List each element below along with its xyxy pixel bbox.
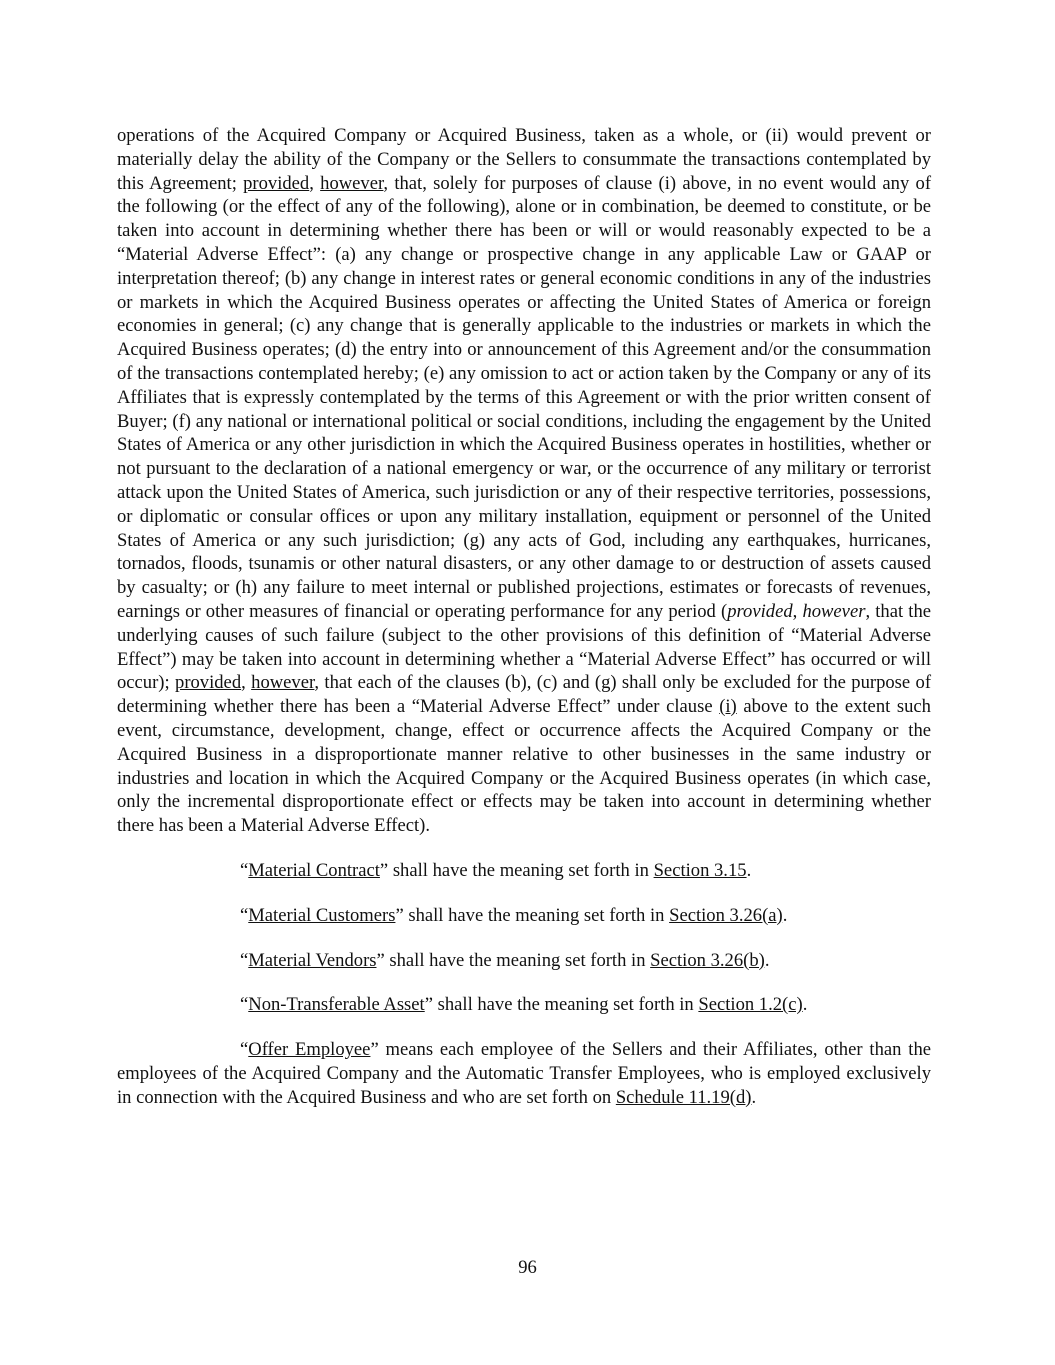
text-run: , that each of the clauses (b), (c) and (g) shall only be excluded for the purpose of determining whether there has been a “Material Adverse Effect” under clause bbox=[117, 672, 932, 718]
text-run: operations of the Acquired Company or Acquired Business, taken as a whole, or (ii) would prevent or materially delay the ability of the Company or the Sellers to consummate the transactions contemplated by this Agreement; bbox=[117, 125, 931, 194]
definition-text: ” shall have the meaning set forth in bbox=[379, 859, 654, 881]
definition-text: ” means each employee of the Sellers and their Affiliates, other than the employees of the Acquired Company and the Automatic Transfer Employees, who is employed exclusively in connection with the Acquired Business and who are set forth on bbox=[117, 1039, 931, 1108]
open-quote: “ bbox=[240, 994, 249, 1016]
definition-non-transferable-asset bbox=[117, 993, 931, 1017]
section-reference: Section 3.26(b) bbox=[650, 949, 765, 971]
material-adverse-effect-paragraph bbox=[117, 124, 931, 838]
definition-text: ” shall have the meaning set forth in bbox=[424, 994, 699, 1016]
text-run: , that, solely for purposes of clause (i) above, in no event would any of the following (or the effect of any of the following), alone or in combination, be deemed to constitute, or be taken into account in determining whether there has been or will or would reasonably expected to be a “Material Adverse Effect”: (a) any change or prospective change in any applicable Law or GAAP or interpretation thereof; (b) any change in interest rates or general economic conditions in any of the industries or markets in which the Acquired Business operates or affecting the United States of America or foreign economies in general; (c) any change that is generally applicable to the industries or markets in which the Acquired Business operates; (d) the entry into or announcement of this Agreement and/or the consummation of the transactions contemplated hereby; (e) any omission to act or action taken by the Company or any of its Affiliates that is expressly contemplated by the terms of this Agreement or with the prior written consent of Buyer; (f) any national or international political or social conditions, including the engagement by the United States of America or any other jurisdiction in which the Acquired Business operates in hostilities, whether or not pursuant to the declaration of a national emergency or war, or the occurrence of any military or terrorist attack upon the United States of America, such jurisdiction or any of their respective territories, possessions, or diplomatic or consular offices or upon any military installation, equipment or personnel of the United States of America or any such jurisdiction; (g) any acts of God, including any earthquakes, hurricanes, tornados, floods, tsunamis or other natural disasters, or any other damage to or destruction of assets caused by casualty; or (h) any failure to meet internal or published projections, estimates or forecasts of revenues, earnings or other measures of financial or operating performance for any period ( bbox=[117, 172, 932, 622]
defined-term: Material Vendors bbox=[248, 949, 377, 971]
text-run: , bbox=[309, 172, 321, 194]
defined-term: Material Customers bbox=[248, 904, 396, 926]
provided-term: provided bbox=[243, 172, 310, 194]
document-page bbox=[117, 124, 931, 1109]
definition-material-vendors bbox=[117, 949, 931, 973]
however-italic: however bbox=[802, 600, 866, 622]
schedule-reference: Schedule 11.19(d) bbox=[615, 1086, 752, 1108]
period: . bbox=[782, 904, 788, 926]
open-quote: “ bbox=[240, 1039, 249, 1061]
definition-material-contract bbox=[117, 859, 931, 883]
defined-term: Non-Transferable Asset bbox=[248, 994, 425, 1016]
however-term: however bbox=[251, 672, 315, 694]
text-run: , that the underlying causes of such failure (subject to the other provisions of this definition of “Material Adverse Effect”) may be taken into account in determining whether a “Material Adverse Effect” has occurred or will occur); bbox=[117, 600, 932, 694]
section-reference: Section 1.2(c) bbox=[698, 994, 803, 1016]
period: . bbox=[764, 949, 770, 971]
clause-reference: (i) bbox=[719, 696, 737, 718]
defined-term: Material Contract bbox=[248, 859, 380, 881]
open-quote: “ bbox=[240, 904, 249, 926]
period: . bbox=[802, 994, 808, 1016]
section-reference: Section 3.15 bbox=[653, 859, 747, 881]
definition-material-customers bbox=[117, 904, 931, 928]
provided-italic: provided bbox=[727, 600, 793, 622]
open-quote: “ bbox=[240, 949, 249, 971]
defined-term: Offer Employee bbox=[248, 1039, 371, 1061]
section-reference: Section 3.26(a) bbox=[669, 904, 783, 926]
open-quote: “ bbox=[240, 859, 249, 881]
definition-text: ” shall have the meaning set forth in bbox=[395, 904, 670, 926]
page-number: 96 bbox=[518, 1257, 537, 1278]
text-run: , bbox=[792, 600, 803, 622]
text-run: , bbox=[241, 672, 252, 694]
definition-text: ” shall have the meaning set forth in bbox=[376, 949, 651, 971]
provided-term: provided bbox=[175, 672, 242, 694]
period: . bbox=[751, 1086, 757, 1108]
definition-offer-employee bbox=[117, 1038, 931, 1109]
text-run: above to the extent such event, circumstance, development, change, effect or occurrence affects the Acquired Company or the Acquired Business in a disproportionate manner relative to other businesses in the same industry or industries and location in which the Acquired Company or the Acquired Business operates (in which case, only the incremental disproportionate effect or effects may be taken into account in determining whether there has been a Material Adverse Effect). bbox=[117, 696, 931, 837]
period: . bbox=[746, 859, 752, 881]
however-term: however bbox=[320, 172, 384, 194]
